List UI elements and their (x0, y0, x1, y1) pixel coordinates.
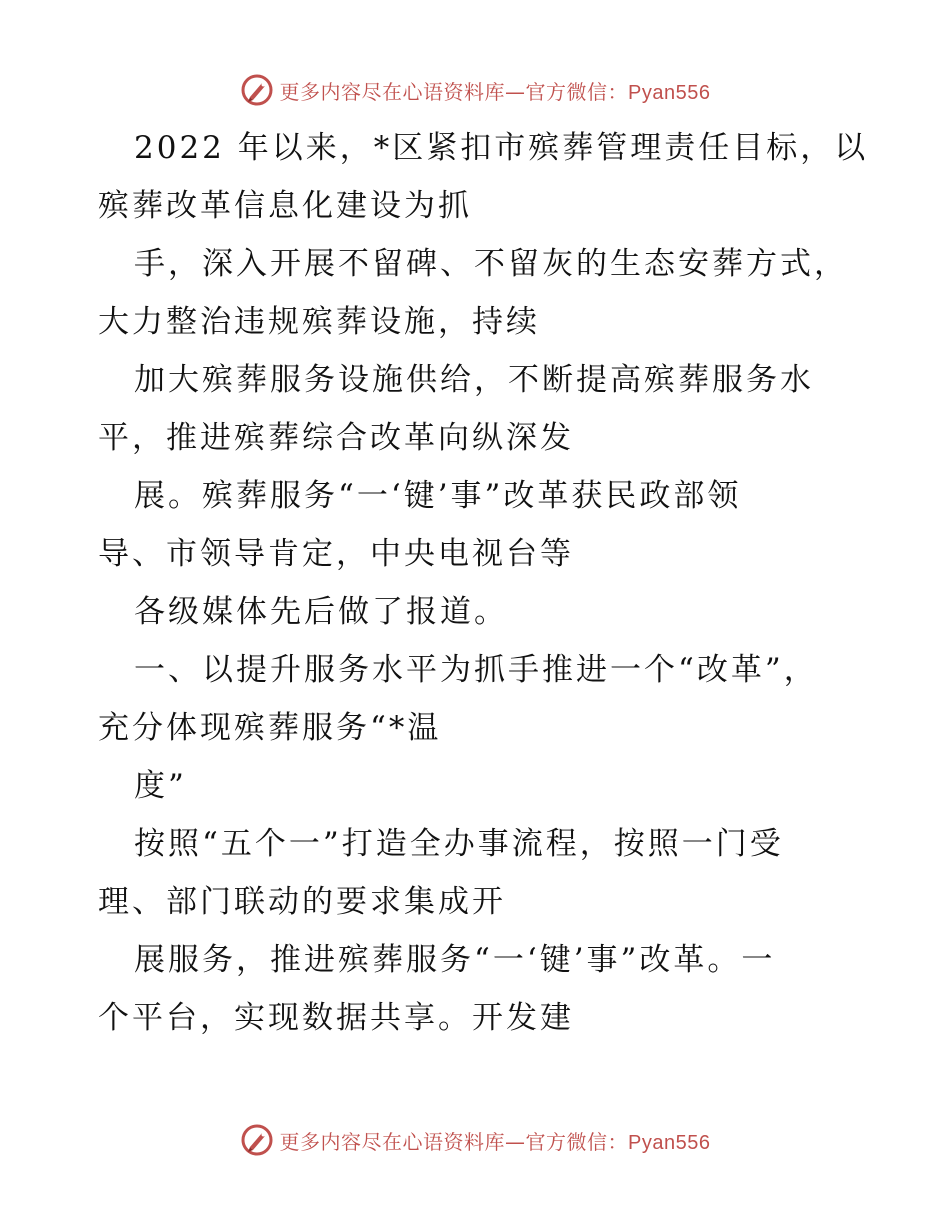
watermark-inner (240, 1123, 711, 1157)
text-line: 2022 年以来，*区紧扣市殡葬管理责任目标，以 (134, 130, 869, 166)
pen-logo-icon (240, 1123, 274, 1157)
text-line: 殡葬改革信息化建设为抓 (98, 188, 472, 224)
pen-logo-icon (240, 73, 274, 107)
section-heading-line: 度” (134, 768, 187, 804)
footer-watermark (0, 1120, 950, 1160)
text-line: 加大殡葬服务设施供给，不断提高殡葬服务水 (134, 362, 814, 398)
section-heading-line: 一、以提升服务水平为抓手推进一个“改革”， (134, 652, 818, 688)
header-watermark (0, 70, 950, 110)
text-line: 理、部门联动的要求集成开 (98, 884, 506, 920)
text-line: 导、市领导肯定，中央电视台等 (98, 536, 574, 572)
watermark-text: 更多内容尽在心语资料库—官方微信：Pyan556 (279, 1129, 711, 1154)
text-line: 个平台，实现数据共享。开发建 (98, 1000, 574, 1036)
section-heading-line: 充分体现殡葬服务“*温 (98, 710, 442, 746)
text-line: 按照“五个一”打造全办事流程，按照一门受 (134, 826, 784, 862)
text-line: 展。殡葬服务“一‘键’事”改革获民政部领 (134, 478, 742, 514)
text-line: 各级媒体先后做了报道。 (134, 594, 508, 630)
watermark-text: 更多内容尽在心语资料库—官方微信：Pyan556 (279, 79, 711, 104)
text-line: 手，深入开展不留碑、不留灰的生态安葬方式， (134, 246, 848, 282)
text-line: 展服务，推进殡葬服务“一‘键’事”改革。一 (134, 942, 776, 978)
text-line: 大力整治违规殡葬设施，持续 (98, 304, 540, 340)
text-line: 平，推进殡葬综合改革向纵深发 (98, 420, 574, 456)
watermark-inner (240, 73, 711, 107)
